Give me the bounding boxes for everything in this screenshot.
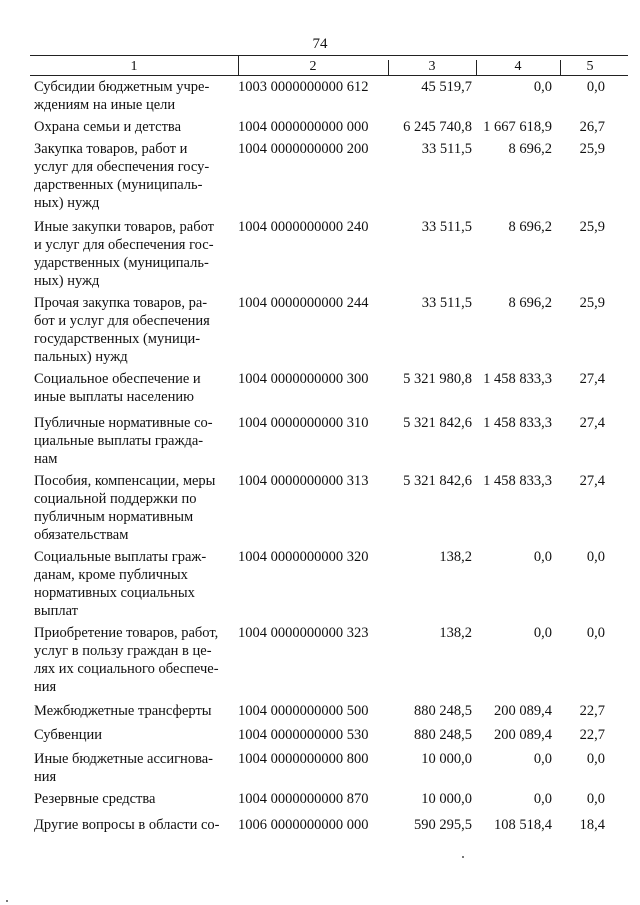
row-code: 1004 0000000000 310	[238, 415, 369, 431]
row-name: Публичные нормативные со- циальные выплаты гражда- нам	[34, 415, 213, 467]
row-name: Охрана семьи и детства	[34, 119, 182, 135]
row-value-col4: 8 696,2	[508, 295, 552, 311]
row-value-col3: 5 321 980,8	[403, 371, 472, 387]
row-code: 1004 0000000000 300	[238, 371, 369, 387]
row-value-col3: 880 248,5	[414, 727, 472, 743]
row-name: Иные закупки товаров, работ и услуг для обеспечения гос- ударственных (муниципаль- ных) нужд	[34, 219, 215, 289]
row-code: 1004 0000000000 000	[238, 119, 369, 135]
row-value-col3: 5 321 842,6	[403, 415, 472, 431]
row-value-col4: 1 458 833,3	[483, 415, 552, 431]
row-code: 1004 0000000000 200	[238, 141, 369, 157]
row-value-col4: 0,0	[533, 751, 552, 767]
row-name: Резервные средства	[34, 791, 156, 807]
row-name: Прочая закупка товаров, ра- бот и услуг для обеспечения государственных (муници- пальных) нужд	[34, 295, 210, 365]
column-header-3: 3	[428, 59, 436, 74]
row-value-col3: 45 519,7	[421, 79, 472, 95]
row-value-col5: 27,4	[579, 371, 605, 387]
row-value-col3: 6 245 740,8	[403, 119, 472, 135]
row-value-col5: 27,4	[579, 415, 605, 431]
row-name: Межбюджетные трансферты	[34, 703, 212, 719]
row-value-col5: 0,0	[586, 79, 605, 95]
row-value-col4: 1 667 618,9	[483, 119, 552, 135]
row-name: Социальное обеспечение и иные выплаты населению	[34, 371, 201, 405]
row-code: 1004 0000000000 323	[238, 625, 369, 641]
column-header-1: 1	[130, 59, 138, 74]
row-value-col3: 33 511,5	[421, 295, 472, 311]
row-code: 1004 0000000000 870	[238, 791, 369, 807]
column-header-5: 5	[586, 59, 594, 74]
row-code: 1006 0000000000 000	[238, 817, 369, 833]
row-code: 1004 0000000000 240	[238, 219, 369, 235]
row-value-col3: 10 000,0	[421, 751, 472, 767]
row-value-col5: 25,9	[579, 141, 605, 157]
row-name: Субвенции	[34, 727, 102, 743]
row-code: 1004 0000000000 530	[238, 727, 369, 743]
row-value-col5: 25,9	[579, 295, 605, 311]
row-value-col4: 8 696,2	[508, 219, 552, 235]
row-value-col4: 0,0	[533, 625, 552, 641]
row-value-col5: 22,7	[579, 703, 605, 719]
row-code: 1004 0000000000 320	[238, 549, 369, 565]
row-value-col5: 0,0	[586, 751, 605, 767]
row-value-col3: 33 511,5	[421, 141, 472, 157]
column-header-4: 4	[514, 59, 522, 74]
row-value-col4: 0,0	[533, 549, 552, 565]
page-number: 74	[312, 36, 328, 52]
row-value-col3: 10 000,0	[421, 791, 472, 807]
row-value-col5: 0,0	[586, 625, 605, 641]
scan-speck	[462, 856, 464, 858]
row-code: 1004 0000000000 244	[238, 295, 369, 311]
row-code: 1004 0000000000 313	[238, 473, 369, 489]
row-name: Пособия, компенсации, меры социальной поддержки по публичным нормативным обязательствам	[34, 473, 216, 543]
row-name: Другие вопросы в области со-	[34, 817, 220, 833]
row-value-col5: 27,4	[579, 473, 605, 489]
row-value-col4: 0,0	[533, 791, 552, 807]
row-value-col5: 22,7	[579, 727, 605, 743]
row-value-col3: 138,2	[439, 625, 472, 641]
row-name: Субсидии бюджетным учре- ждениям на иные цели	[34, 79, 210, 113]
row-value-col5: 18,4	[579, 817, 605, 833]
row-name: Социальные выплаты граж- данам, кроме публичных нормативных социальных выплат	[34, 549, 207, 619]
row-value-col4: 1 458 833,3	[483, 473, 552, 489]
row-code: 1004 0000000000 500	[238, 703, 369, 719]
row-code: 1003 0000000000 612	[238, 79, 369, 95]
row-value-col3: 590 295,5	[414, 817, 472, 833]
row-name: Иные бюджетные ассигнова- ния	[34, 751, 213, 785]
row-name: Приобретение товаров, работ, услуг в пользу граждан в це- лях их социального обеспече- ния	[34, 625, 219, 695]
row-code: 1004 0000000000 800	[238, 751, 369, 767]
row-value-col4: 108 518,4	[494, 817, 552, 833]
row-value-col4: 200 089,4	[494, 703, 552, 719]
table-top-border	[30, 55, 628, 56]
scan-speck	[6, 900, 8, 902]
row-value-col3: 5 321 842,6	[403, 473, 472, 489]
table-header-border	[30, 75, 628, 76]
row-value-col5: 26,7	[579, 119, 605, 135]
row-value-col3: 880 248,5	[414, 703, 472, 719]
row-value-col4: 8 696,2	[508, 141, 552, 157]
row-value-col5: 0,0	[586, 791, 605, 807]
row-value-col4: 1 458 833,3	[483, 371, 552, 387]
row-value-col4: 0,0	[533, 79, 552, 95]
row-value-col3: 33 511,5	[421, 219, 472, 235]
row-value-col5: 25,9	[579, 219, 605, 235]
column-header-2: 2	[309, 59, 317, 74]
row-name: Закупка товаров, работ и услуг для обеспечения госу- дарственных (муниципаль- ных) нужд	[34, 141, 210, 211]
row-value-col4: 200 089,4	[494, 727, 552, 743]
row-value-col3: 138,2	[439, 549, 472, 565]
row-value-col5: 0,0	[586, 549, 605, 565]
